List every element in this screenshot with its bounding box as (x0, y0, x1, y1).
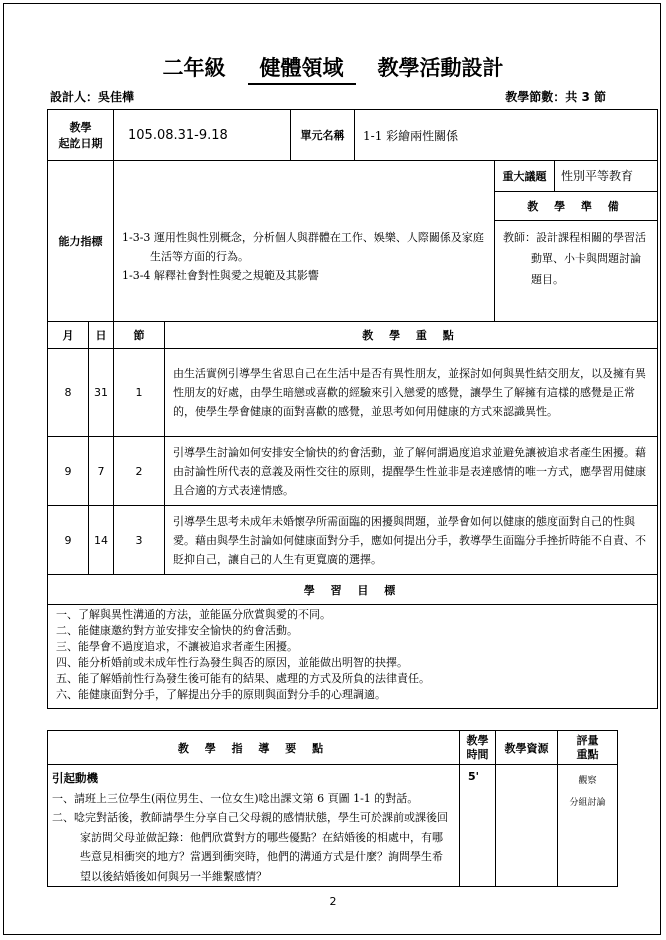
row-focus: 引導學生思考未成年未婚懷孕所需面臨的困擾與問題，並學會如何以健康的態度面對自己的性與愛。藉由與學生討論如何健康面對分手，應如何提出分手，教導學生面臨分手挫折時能不自責、不貶抑自己，讓自己的人生有更寬廣的選擇。 (165, 506, 658, 575)
time-header-line1: 教學 (466, 733, 489, 747)
objectives-list (48, 605, 658, 709)
unit-value: 1-1 彩繪兩性關係 (355, 110, 658, 161)
section-title: 引起動機 (52, 771, 98, 785)
competency-item: 1-3-4 解釋社會對性與愛之規範及其影響 (122, 268, 319, 282)
guide-item: 二、唸完對話後，教師請學生分享自己父母親的感情狀態，學生可於課前或課後回家訪問父母並做記錄：他們欣賞對方的哪些優點？在結婚後的相處中，有哪些意見相衝突的地方？當遇到衝突時，他們的溝通方式是什麼？詢問學生希望以後結婚後如何與另一半維繫感情？ (52, 811, 448, 883)
row-month: 9 (48, 437, 89, 506)
plan-table (47, 109, 658, 709)
guide-resources (496, 765, 558, 887)
eval-header-line2: 重點 (576, 747, 599, 761)
schedule-row (48, 506, 658, 575)
schedule-row (48, 437, 658, 506)
time-header-line2: 時間 (466, 747, 489, 761)
issue-label: 重大議題 (495, 161, 555, 191)
schedule-row (48, 349, 658, 437)
day-header: 日 (89, 322, 114, 349)
objective-item: 二、能健康邀約對方並安排安全愉快的約會活動。 (56, 624, 298, 637)
guide-table (47, 730, 618, 887)
date-value: 105.08.31-9.18 (114, 110, 291, 161)
issue-value: 性別平等教育 (555, 161, 658, 191)
side-panel (495, 161, 658, 322)
guide-content (48, 765, 460, 887)
preparation-label: 教 學 準 備 (495, 191, 657, 220)
competency-label: 能力指標 (48, 161, 114, 322)
guide-evaluation (558, 765, 618, 887)
domain-label: 健體領域 (248, 52, 356, 85)
session-header: 節 (114, 322, 165, 349)
row-month: 8 (48, 349, 89, 437)
guide-time-header (460, 731, 496, 765)
month-header: 月 (48, 322, 89, 349)
row-day: 14 (89, 506, 114, 575)
row-day: 31 (89, 349, 114, 437)
competency-list (114, 161, 495, 322)
unit-label: 單元名稱 (291, 110, 355, 161)
date-label-line1: 教學 (69, 121, 92, 134)
focus-header: 教 學 重 點 (165, 322, 658, 349)
objective-item: 四、能分析婚前或未成年性行為發生與否的原因，並能做出明智的抉擇。 (56, 656, 408, 669)
session-count: 教學節數：共 3 節 (505, 90, 606, 104)
objective-item: 五、能了解婚前性行為發生後可能有的結果、處理的方式及所負的法律責任。 (56, 672, 430, 685)
row-session: 3 (114, 506, 165, 575)
eval-item: 分組討論 (569, 798, 606, 808)
date-label-cell (48, 110, 114, 161)
objectives-header: 學 習 目 標 (48, 575, 658, 605)
row-focus: 引導學生討論如何安排安全愉快的約會活動，並了解何謂過度追求並避免讓被追求者產生困擾。藉由討論性所代表的意義及兩性交往的原則，提醒學生性並非是表達感情的唯一方式，應學習用健康且合適的方式表達情感。 (165, 437, 658, 506)
row-month: 9 (48, 506, 89, 575)
document-title (0, 52, 666, 85)
row-session: 2 (114, 437, 165, 506)
competency-item: 1-3-3 運用性與性別概念，分析個人與群體在工作、娛樂、人際關係及家庭生活等方面的行為。 (122, 230, 484, 263)
guide-resources-header: 教學資源 (496, 731, 558, 765)
eval-header-line1: 評量 (576, 733, 599, 747)
guide-points-header: 教 學 指 導 要 點 (48, 731, 460, 765)
eval-item: 觀察 (578, 776, 597, 786)
page-number: 2 (329, 895, 337, 908)
guide-eval-header (558, 731, 618, 765)
guide-time: 5' (460, 765, 496, 887)
grade-label: 二年級 (162, 55, 226, 80)
objective-item: 一、了解與異性溝通的方法，並能區分欣賞與愛的不同。 (56, 608, 331, 621)
objective-item: 六、能健康面對分手，了解提出分手的原則與面對分手的心理調適。 (56, 688, 386, 701)
row-session: 1 (114, 349, 165, 437)
title-suffix: 教學活動設計 (377, 55, 504, 80)
guide-item: 一、請班上三位學生(兩位男生、一位女生)唸出課文第 6 頁圖 1-1 的對話。 (52, 791, 419, 805)
date-label-line2: 起訖日期 (58, 137, 103, 150)
objective-item: 三、能學會不過度追求，不讓被追求者產生困擾。 (56, 640, 298, 653)
preparation-text: 教師：設計課程相關的學習活動單、小卡與問題討論題目。 (503, 230, 646, 286)
row-focus: 由生活實例引導學生省思自己在生活中是否有異性朋友，並探討如何與異性結交朋友，以及擁有異性朋友的好處，由學生暗戀或喜歡的經驗來引入戀愛的感覺，讓學生了解擁有這樣的感覺是正常的，使學生學會健康的面對喜歡的感覺，並思考如何用健康的方式來認識異性。 (165, 349, 658, 437)
designer: 設計人：吳佳樺 (50, 90, 135, 104)
row-day: 7 (89, 437, 114, 506)
